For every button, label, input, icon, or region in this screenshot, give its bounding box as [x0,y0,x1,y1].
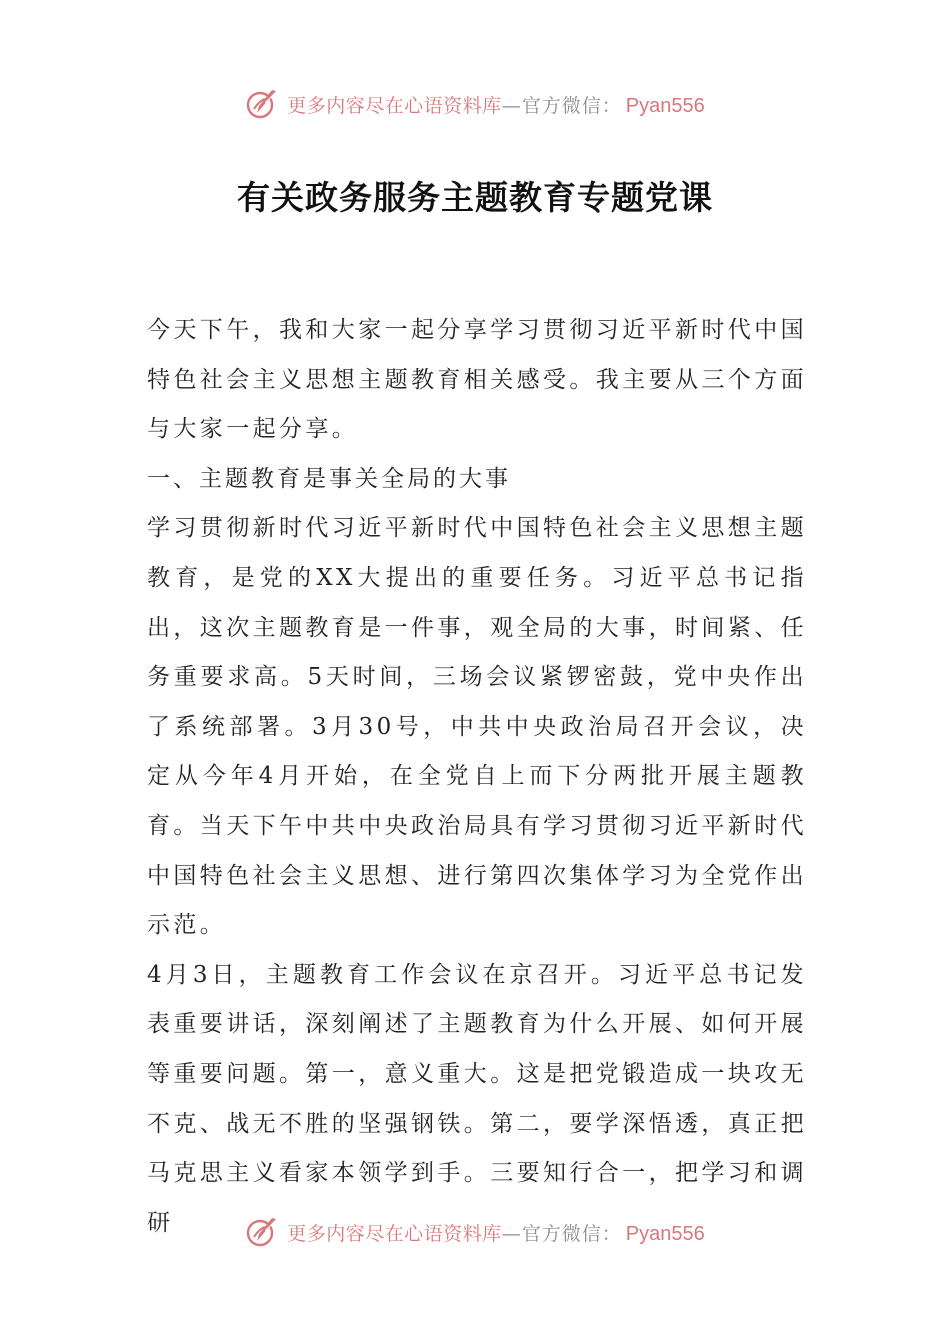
watermark-official: —官方微信： [501,94,622,117]
document-body [147,306,807,1248]
paragraph-april-meeting: 4月3日，主题教育工作会议在京召开。习近平总书记发表重要讲话，深刻阐述了主题教育为什么开展、如何开展等重要问题。第一，意义重大。这是把党锻造成一块攻无不克、战无不胜的坚强钢铁。第二，要学深悟透，真正把马克思主义看家本领学到手。三要知行合一，把学习和调研 [147,961,807,1236]
watermark-wechat-id: Pyan556 [625,1222,705,1245]
watermark-text [287,91,705,118]
paragraph-intro: 今天下午，我和大家一起分享学习贯彻习近平新时代中国特色社会主义思想主题教育相关感受。我主要从三个方面与大家一起分享。 [147,317,807,443]
watermark-official: —官方微信： [501,1222,622,1245]
footer-watermark [0,1212,950,1252]
watermark-brand: 更多内容尽在心语资料库 [287,94,502,117]
watermark-wechat-id: Pyan556 [625,94,705,117]
quill-seal-logo-icon [245,1215,279,1249]
paragraph-section-1: 学习贯彻新时代习近平新时代中国特色社会主义思想主题教育，是党的XX大提出的重要任务。习近平总书记指出，这次主题教育是一件事，观全局的大事，时间紧、任务重要求高。5天时间，三场会议紧锣密鼓，党中央作出了系统部署。3月30号，中共中央政治局召开会议，决定从今年4月开始，在全党自上而下分两批开展主题教育。当天下午中共中央政治局具有学习贯彻习近平新时代中国特色社会主义思想、进行第四次集体学习为全党作出示范。 [147,515,807,939]
document-title: 有关政务服务主题教育专题党课 [237,178,713,217]
watermark-text [287,1219,705,1246]
section-heading-1: 一、主题教育是事关全局的大事 [147,465,511,492]
watermark-brand: 更多内容尽在心语资料库 [287,1222,502,1245]
header-watermark [0,84,950,124]
quill-seal-logo-icon [245,87,279,121]
